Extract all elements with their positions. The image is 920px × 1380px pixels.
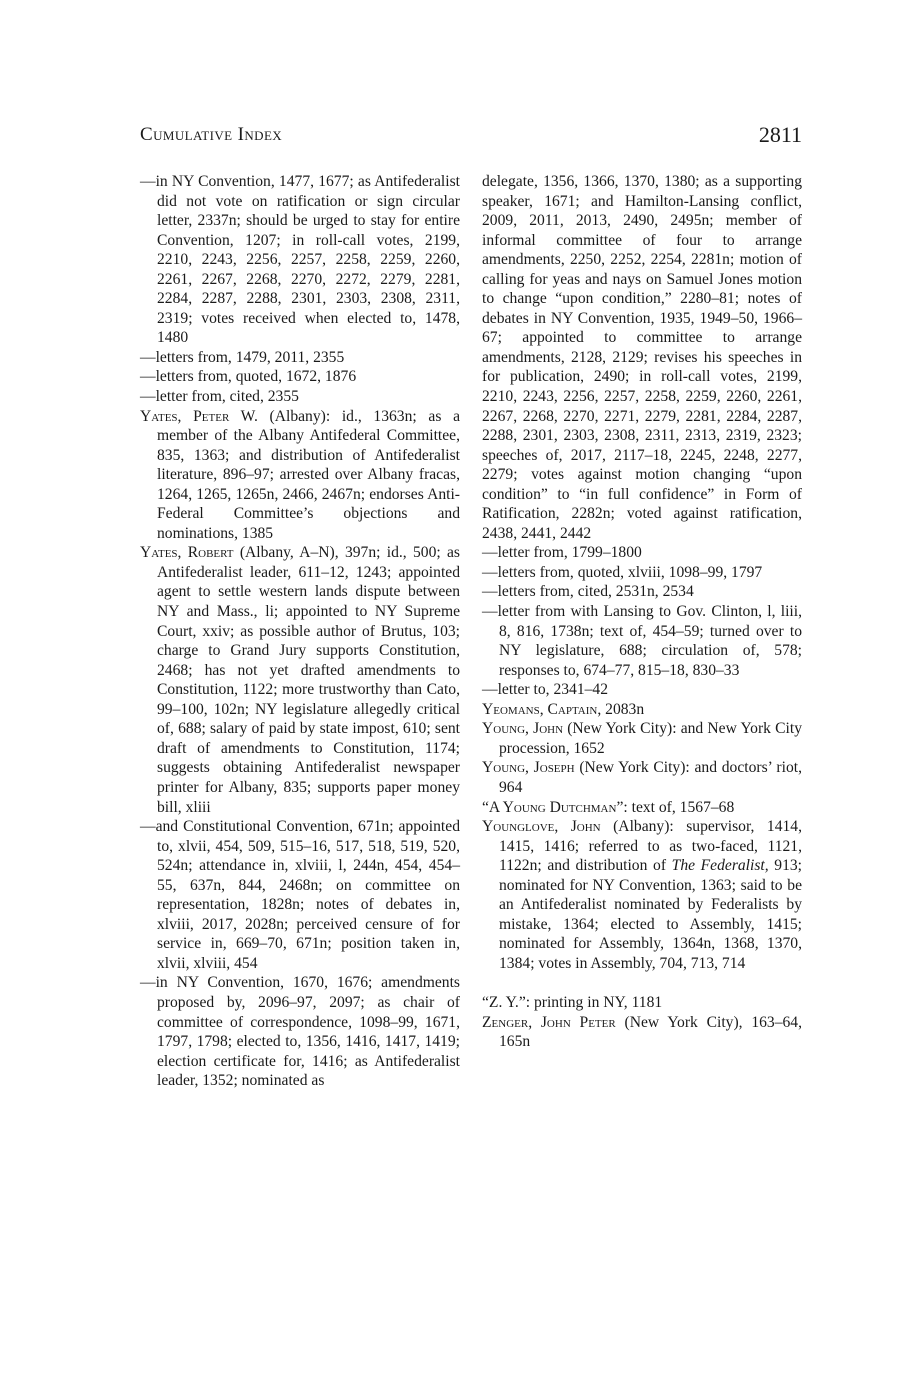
index-entry-continued: delegate, 1356, 1366, 1370, 1380; as a supporting speaker, 1671; and Hamilton-Lansing conflict, 2009, 2011, 2013, 2490, 2495n; member of informal committee of four to arrange amendments, 2250, 2252, 2254, 2281n; motion of calling for yeas and nays on Samuel Jones motion to change “upon condition,” 2280–81; notes of debates in NY Convention, 1935, 1949–50, 1966–67; appointed to committee to arrange amendments, 2128, 2129; revises his speeches in for publication, 2490; in roll-call votes, 2199, 2210, 2243, 2256, 2257, 2258, 2259, 2260, 2261, 2267, 2268, 2270, 2271, 2279, 2281, 2284, 2287, 2288, 2301, 2303, 2308, 2311, 2313, 2319, 2323; speeches of, 2017, 2117–18, 2245, 2248, 2277, 2279; votes against motion changing “upon condition” to “in full confidence” in Form of Ratification, 2282n; voted against ratification, 2438, 2441, 2442: [482, 173, 802, 542]
entry-heading: Yates, Robert: [140, 544, 234, 562]
index-entry: Younglove, John (Albany): supervisor, 1414, 1415, 1416; referred to as two-faced, 1121, 1122n; and distribution of The Federalist, 913; nominated for NY Convention, 1363; said to be an Antifederalist nominated by Federalists by mistake, 1364; elected to Assembly, 1415; nominated for Assembly, 1364n, 1368, 1370, 1384; votes in Assembly, 704, 713, 714: [482, 818, 802, 972]
index-entry: —and Constitutional Convention, 671n; appointed to, xlvii, 454, 509, 515–16, 517, 518, 519, 520, 524n; attendance in, xlviii, l, 244n, 454, 454–55, 637n, 844, 2468n; on committee on representation, 1828n; notes of debates in, xlviii, 2017, 2028n; perceived censure of for service in, 669–70, 671n; position taken in, xlvii, xlviii, 454: [140, 818, 460, 972]
index-entry: Yates, Robert (Albany, A–N), 397n; id., 500; as Antifederalist leader, 611–12, 1243; appointed agent to settle western lands dispute between NY and Mass., li; appointed to NY Supreme Court, xxiv; as possible author of Brutus, 103; charge to Grand Jury supports Constitution, 2468; has not yet drafted amendments to Constitution, 1122; more trustworthy than Cato, 99–100, 102n; NY legislature allegedly critical of, 688; salary of paid by state impost, 610; sent draft of amendments to Constitution, 1174; suggests obtaining Antifederalist newspaper printer for Albany, 835; supports paper money bill, xliii: [140, 544, 460, 816]
page-number: 2811: [758, 122, 802, 147]
index-entry: —letters from, quoted, 1672, 1876: [140, 368, 357, 386]
index-entry: Yeomans, Captain, 2083n: [482, 700, 645, 718]
section-gap: [482, 973, 802, 993]
index-entry: “Z. Y.”: printing in NY, 1181: [482, 993, 663, 1011]
index-column-left: [140, 172, 460, 1091]
index-entry: Young, Joseph (New York City): and doctors’ riot, 964: [482, 759, 802, 796]
entry-heading: “A Young Dutchman”: [482, 798, 624, 816]
index-entry: —letter from, cited, 2355: [140, 388, 299, 406]
index-entry: Young, John (New York City): and New York City procession, 1652: [482, 720, 803, 757]
index-entry: “A Young Dutchman”: text of, 1567–68: [482, 798, 735, 816]
index-entry: —letter to, 2341–42: [482, 681, 609, 699]
index-entry: —in NY Convention, 1477, 1677; as Antifederalist did not vote on ratification or sign circular letter, 2337n; should be urged to stay for entire Convention, 1207; in roll-call votes, 2199, 2210, 2243, 2256, 2257, 2258, 2259, 2260, 2261, 2267, 2268, 2270, 2272, 2279, 2281, 2284, 2287, 2288, 2301, 2303, 2308, 2311, 2319; votes received when elected to, 1478, 1480: [140, 173, 460, 347]
entry-heading: Young, Joseph: [482, 759, 575, 777]
entry-heading: Younglove, John: [482, 818, 601, 836]
index-entry: —in NY Convention, 1670, 1676; amendments proposed by, 2096–97, 2097; as chair of committee of correspondence, 1098–99, 1671, 1797, 1798; elected to, 1356, 1416, 1417, 1419; election certificate for, 1416; as Antifederalist leader, 1352; nominated as: [140, 974, 460, 1090]
entry-heading: Yeomans, Captain: [482, 700, 598, 718]
index-entry: —letter from, 1799–1800: [482, 544, 642, 562]
index-entry: Zenger, John Peter (New York City), 163–64, 165n: [482, 1013, 803, 1051]
entry-heading: Zenger, John Peter: [482, 1013, 616, 1031]
index-entry: Yates, Peter W. (Albany): id., 1363n; as a member of the Albany Antifederal Committee, 835, 1363; and distribution of Antifederalist literature, 896–97; arrested over Albany fracas, 1264, 1265, 1265n, 2466, 2467n; endorses Anti-Federal Committee’s objections and nominations, 1385: [140, 407, 460, 542]
page-header: [140, 122, 802, 152]
index-entry: —letters from, cited, 2531n, 2534: [482, 583, 694, 601]
entry-heading: Young, John: [482, 720, 564, 738]
entry-heading: Yates, Peter W.: [140, 407, 258, 425]
index-entry: —letters from, quoted, xlviii, 1098–99, 1797: [482, 563, 763, 581]
index-column-right: [482, 172, 802, 1052]
running-title: Cumulative Index: [140, 124, 283, 145]
index-entry: —letters from, 1479, 2011, 2355: [140, 348, 345, 366]
index-entry: —letter from with Lansing to Gov. Clinton, l, liii, 8, 816, 1738n; text of, 454–59; turned over to NY legislature, 688; circulation of, 578; responses to, 674–77, 815–18, 830–33: [482, 603, 802, 679]
